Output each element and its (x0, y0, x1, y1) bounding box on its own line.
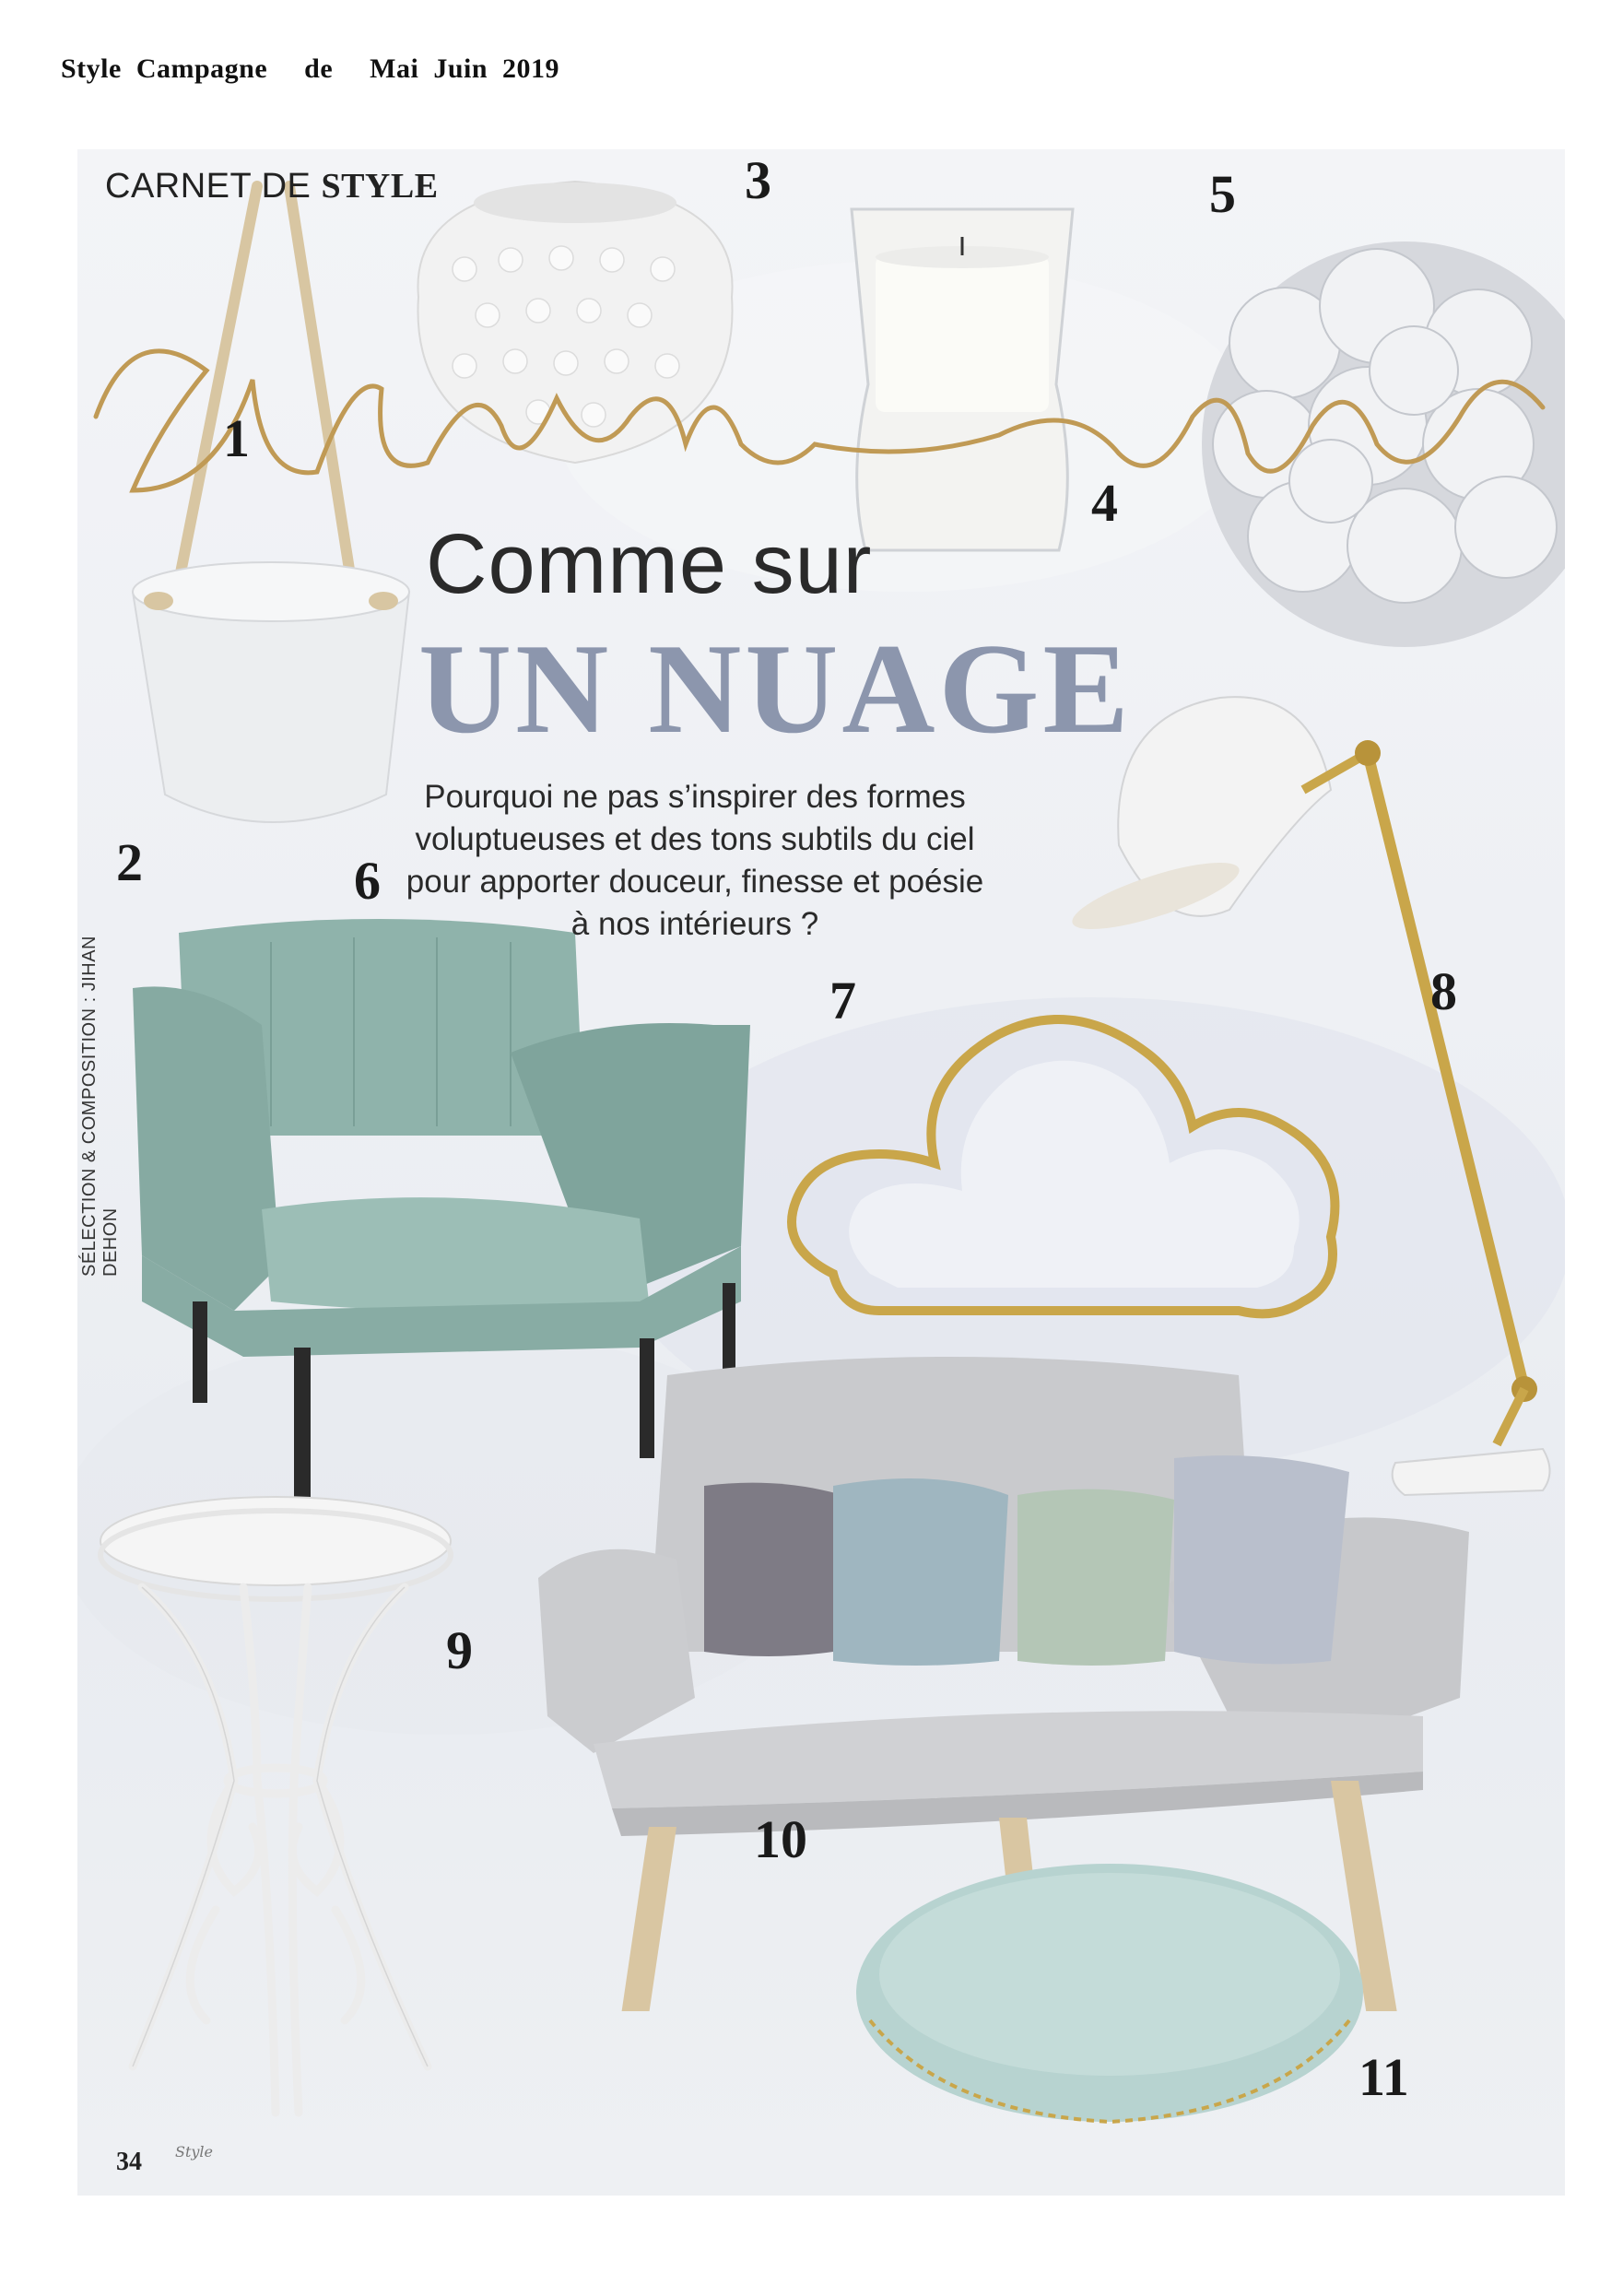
standfirst: Pourquoi ne pas s’inspirer des formes voluptueuses et des tons subtils du ciel pour apporter douceur, finesse et poésie à nos intérieurs ? (406, 779, 984, 942)
headline-line-2: UN NUAGE (418, 618, 1133, 760)
product-number-4: 4 (1091, 473, 1118, 533)
product-number-1: 1 (223, 408, 250, 468)
page-number: 34 (116, 2148, 142, 2176)
product-number-2: 2 (116, 832, 143, 892)
product-image-round-pouf (833, 1836, 1386, 2168)
headline-line-1: Comme sur (426, 517, 873, 611)
product-number-5: 5 (1209, 164, 1236, 224)
product-number-3: 3 (745, 150, 771, 210)
photo-credit: SÉLECTION & COMPOSITION : JIHAN DEHON (79, 936, 121, 1277)
product-number-6: 6 (354, 851, 381, 911)
product-number-10: 10 (754, 1809, 807, 1869)
product-number-11: 11 (1358, 2047, 1409, 2107)
source-line: Style Campagne de Mai Juin 2019 (61, 53, 560, 84)
product-number-9: 9 (446, 1620, 473, 1680)
magazine-page (77, 149, 1565, 2196)
product-number-7: 7 (829, 971, 856, 1030)
product-image-cloud-mirror (778, 970, 1377, 1375)
rubric-label: CARNET DE STYLE (105, 167, 439, 206)
magazine-logo: Style (175, 2143, 214, 2161)
product-image-bistro-table (77, 1431, 465, 2186)
wire-script (77, 260, 1565, 555)
product-number-8: 8 (1430, 961, 1457, 1021)
